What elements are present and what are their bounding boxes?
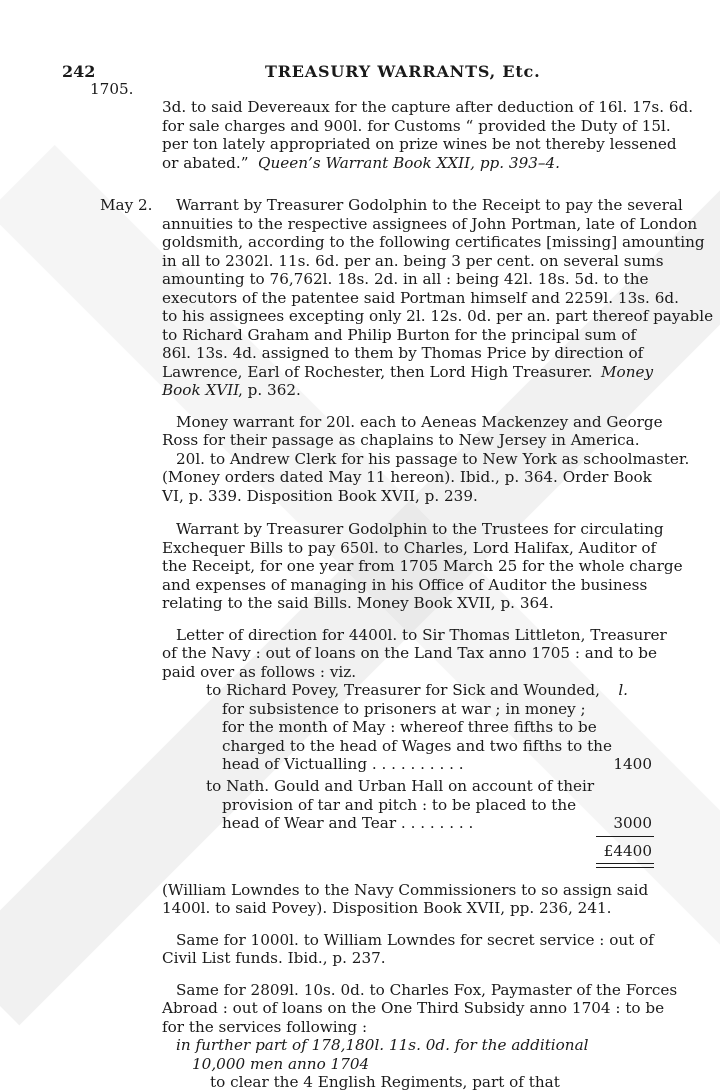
text-line: for the services following : [162,1017,368,1036]
list-item-line: charged to the head of Wages and two fifths to the [222,736,612,755]
text-line: or abated.” [162,153,249,172]
text-line: to Richard Graham and Philip Burton for the principal sum of [162,325,637,344]
text-line: for sale charges and 900l. for Customs “ provided the Duty of 15l. [162,116,671,135]
text-line: 86l. 13s. 4d. assigned to them by Thomas Price by direction of [162,344,644,363]
margin-date: May 2. [100,196,153,215]
text-line: of the Navy : out of loans on the Land Tax anno 1705 : and to be [162,644,657,663]
text-line: executors of the patentee said Portman himself and 2259l. 13s. 6d. [162,288,679,307]
text-line: 20l. to Andrew Clerk for his passage to New York as schoolmaster. [176,449,690,468]
list-item-line: for the month of May : whereof three fifths to be [222,718,597,737]
double-rule [596,863,654,864]
list-item-amount: 1400 [613,755,652,774]
text-line: Letter of direction for 4400l. to Sir Thomas Littleton, Treasurer [176,625,667,644]
text-line: Abroad : out of loans on the One Third Subsidy anno 1704 : to be [162,999,665,1018]
text-line: Same for 1000l. to William Lowndes for secret service : out of [176,930,654,949]
list-item-line: head of Victualling . . . . . . . . . . [222,755,464,774]
text-line: per ton lately appropriated on prize wines be not thereby lessened [162,135,677,154]
text-line: relating to the said Bills. Money Book XVII, p. 364. [162,594,554,613]
list-item-line: provision of tar and pitch : to be placed to the [222,795,577,814]
text-line: 1400l. to said Povey). Disposition Book XVII, pp. 236, 241. [162,899,612,918]
text-line: the Receipt, for one year from 1705 March 25 for the whole charge [162,557,683,576]
source-reference: , p. 362. [238,381,301,400]
text-line: (Money orders dated May 11 hereon). Ibid., p. 364. Order Book [162,468,652,487]
text-line: paid over as follows : viz. [162,662,357,681]
text-line: Civil List funds. Ibid., p. 237. [162,949,386,968]
list-item-line: to Nath. Gould and Urban Hall on account of their [206,777,595,796]
text-line: in all to 2302l. 11s. 6d. per an. being 3 per cent. on several sums [162,251,664,270]
text-line: (William Lowndes to the Navy Commissioners to so assign said [162,880,649,899]
text-line: Warrant by Treasurer Godolphin to the Receipt to pay the several [176,196,683,215]
text-line: Exchequer Bills to pay 650l. to Charles, Lord Halifax, Auditor of [162,538,657,557]
text-line: 10,000 men anno 1704 [192,1054,370,1073]
page-number: 242 [62,61,96,81]
running-title: TREASURY WARRANTS, Etc. [265,61,541,81]
source-reference: Money [601,362,654,381]
list-item-line: to Richard Povey, Treasurer for Sick and Wounded, [206,681,600,700]
source-reference: Queen’s Warrant Book XXII, pp. 393–4. [258,153,560,172]
text-line: annuities to the respective assignees of John Portman, late of London [162,214,698,233]
sum-rule [596,836,654,837]
list-item-line: head of Wear and Tear . . . . . . . . [222,814,474,833]
total-amount: £4400 [603,842,652,861]
text-line: in further part of 178,180l. 11s. 0d. for the additional [176,1036,589,1055]
list-item-amount: 3000 [613,814,652,833]
text-line: Same for 2809l. 10s. 0d. to Charles Fox, Paymaster of the Forces [176,980,678,999]
list-item-line: for subsistence to prisoners at war ; in money ; [222,699,586,718]
text-line: amounting to 76,762l. 18s. 2d. in all : being 42l. 18s. 5d. to the [162,270,649,289]
amount-unit: l. [618,681,628,700]
text-line: Lawrence, Earl of Rochester, then Lord High Treasurer. [162,362,593,381]
text-line: to his assignees excepting only 2l. 12s. 0d. per an. part thereof payable [162,307,714,326]
text-line: 3d. to said Devereaux for the capture after deduction of 16l. 17s. 6d. [162,98,694,117]
text-line: to clear the 4 English Regiments, part of that [210,1073,560,1092]
text-line: Ross for their passage as chaplains to New Jersey in America. [162,431,640,450]
text-line: goldsmith, according to the following certificates [missing] amounting [162,233,705,252]
double-rule [596,867,654,868]
text-line: VI, p. 339. Disposition Book XVII, p. 239. [162,486,478,505]
text-line: Money warrant for 20l. each to Aeneas Mackenzey and George [176,412,663,431]
margin-year: 1705. [90,80,134,99]
text-line: Warrant by Treasurer Godolphin to the Trustees for circulating [176,520,664,538]
source-reference: Book XVII [162,381,240,400]
text-line: and expenses of managing in his Office of Auditor the business [162,575,648,594]
